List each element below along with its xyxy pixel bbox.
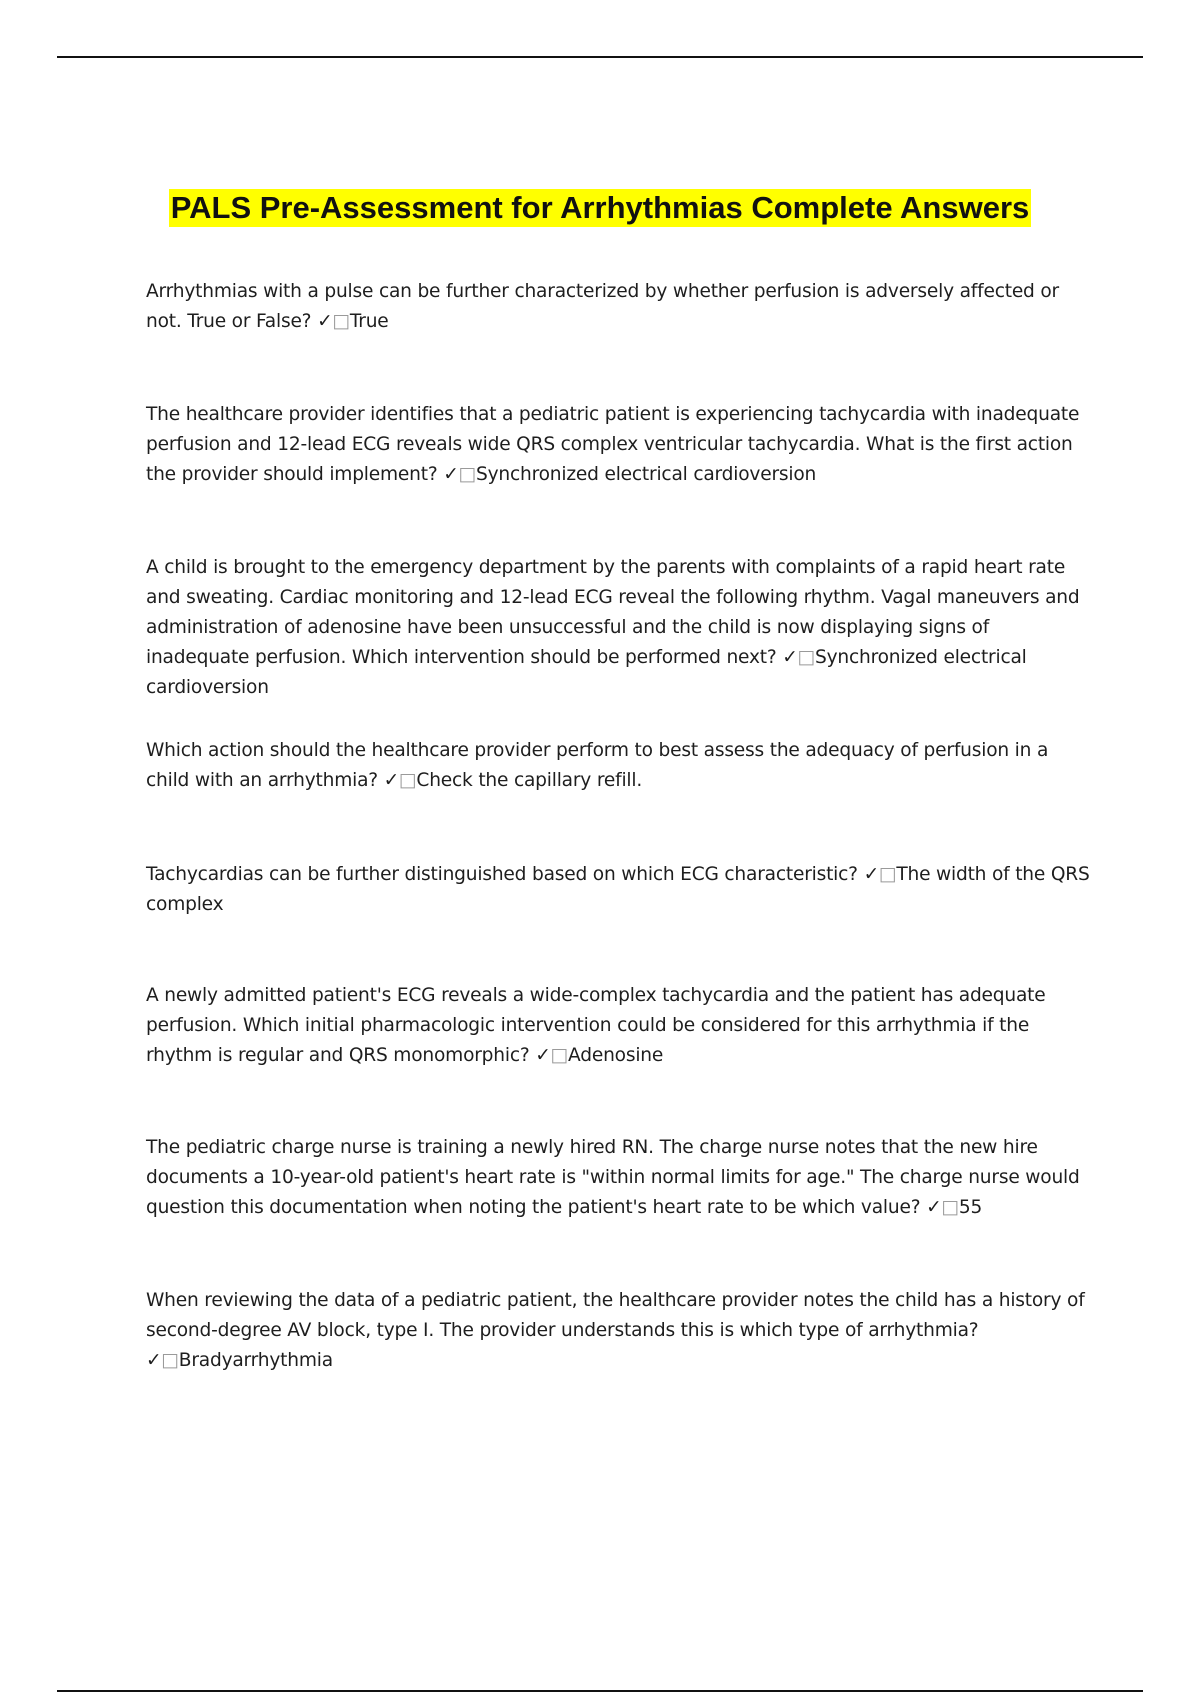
- question-text: The pediatric charge nurse is training a newly hired RN. The charge nurse notes that the new hire documents a 10-year-old patient's heart rate is "within normal limits for age." The charge nurse would question this documentation when noting the patient's heart rate to be which value?: [146, 1137, 1080, 1218]
- check-icon: ✓: [317, 311, 333, 332]
- question-text: A newly admitted patient's ECG reveals a wide-complex tachycardia and the patient has adequate perfusion. Which initial pharmacologic intervention could be considered for this arrhythmia if the rhythm is regular and QRS monomorphic?: [146, 985, 1046, 1066]
- question-text: Tachycardias can be further distinguished based on which ECG characteristic?: [146, 864, 858, 885]
- qa-item-7: [146, 1133, 1096, 1223]
- question-text: When reviewing the data of a pediatric patient, the healthcare provider notes the child has a history of second-degree AV block, type I. The provider understands this is which type of arrhythmia?: [146, 1290, 1085, 1341]
- box-icon: □: [161, 1350, 179, 1371]
- qa-item-8: [146, 1286, 1096, 1376]
- check-icon: ✓: [146, 1350, 162, 1371]
- answer-text: 55: [958, 1197, 983, 1218]
- qa-item-3: [146, 553, 1096, 703]
- answer-text: Adenosine: [568, 1045, 664, 1066]
- box-icon: □: [399, 770, 417, 791]
- qa-item-4: [146, 736, 1096, 796]
- title-container: [0, 189, 1200, 227]
- document-title: PALS Pre-Assessment for Arrhythmias Complete Answers: [170, 190, 1030, 225]
- answer-text: Bradyarrhythmia: [178, 1350, 333, 1371]
- qa-item-6: [146, 981, 1096, 1071]
- box-icon: □: [878, 864, 897, 885]
- qa-item-2: [146, 400, 1096, 490]
- box-icon: □: [458, 464, 476, 485]
- question-text: Arrhythmias with a pulse can be further characterized by whether perfusion is adversely affected or not. True or False?: [146, 281, 1059, 332]
- question-text: The healthcare provider identifies that a pediatric patient is experiencing tachycardia with inadequate perfusion and 12-lead ECG reveals wide QRS complex ventricular tachycardia. What is the first action the provider should implement?: [146, 404, 1080, 485]
- answer-text: The width of the QRS complex: [146, 864, 1090, 915]
- box-icon: □: [332, 311, 350, 332]
- check-icon: ✓: [863, 864, 879, 885]
- answer-text: Synchronized electrical cardioversion: [475, 464, 817, 485]
- box-icon: □: [550, 1045, 569, 1066]
- qa-item-5: [146, 860, 1096, 920]
- answer-text: Check the capillary refill.: [416, 770, 643, 791]
- header-rule: [57, 56, 1143, 58]
- footer-rule: [57, 1690, 1143, 1692]
- check-icon: ✓: [782, 647, 798, 668]
- check-icon: ✓: [535, 1045, 551, 1066]
- question-text: Which action should the healthcare provider perform to best assess the adequacy of perfusion in a child with an arrhythmia?: [146, 740, 1049, 791]
- qa-item-1: [146, 277, 1096, 337]
- box-icon: □: [797, 647, 815, 668]
- check-icon: ✓: [443, 464, 459, 485]
- check-icon: ✓: [926, 1197, 942, 1218]
- box-icon: □: [941, 1197, 959, 1218]
- question-text: A child is brought to the emergency department by the parents with complaints of a rapid heart rate and sweating. Cardiac monitoring and 12-lead ECG reveal the following rhythm. Vagal maneuvers and administration of adenosine have been unsuccessful and the child is now displaying signs of inadequate perfusion. Which intervention should be performed next?: [146, 557, 1080, 668]
- check-icon: ✓: [383, 770, 400, 791]
- answer-text: Synchronized electrical cardioversion: [146, 647, 1027, 698]
- answer-text: True: [349, 311, 389, 332]
